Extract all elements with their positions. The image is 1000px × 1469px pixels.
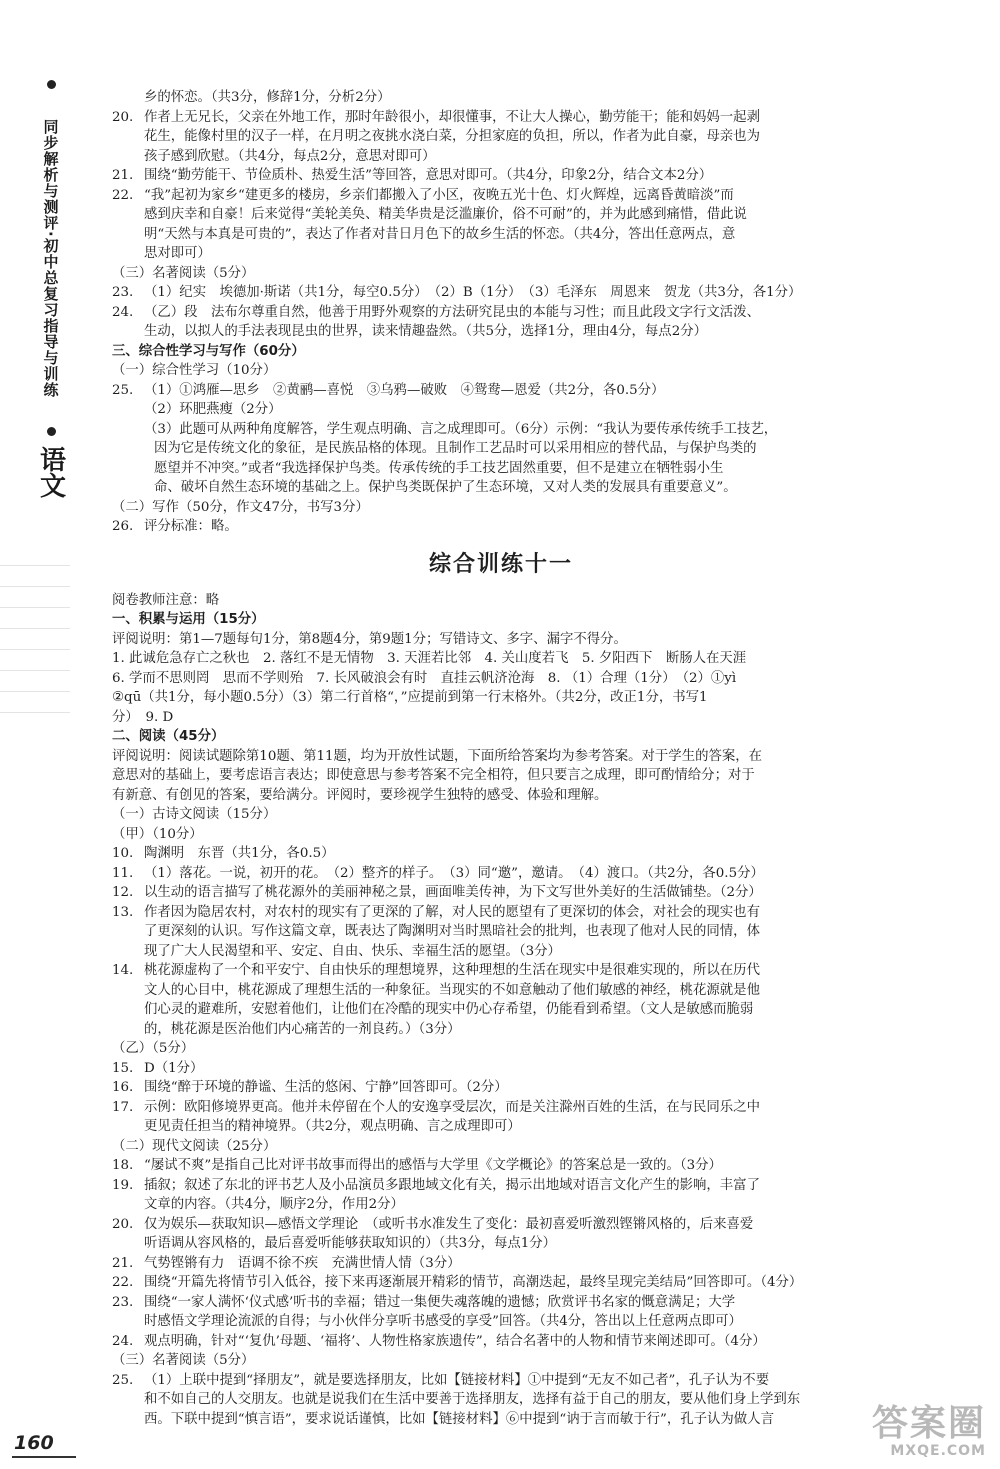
text-line: 分） 9. D	[112, 709, 174, 725]
answer-text	[144, 1059, 890, 1079]
previous-section-answers	[112, 88, 890, 537]
answer-line: 围绕“勤劳能干、节俭质朴、热爱生活”等回答，意思对即可。（共4分，印象2分，结合文本2分）	[144, 168, 713, 183]
text-line: （3）此题可从两种角度解答，学生观点明确、言之成理即可。（6分）示例：“我认为要传承传统手工技艺，	[144, 421, 778, 437]
question-number: 24.	[112, 1333, 134, 1349]
subsection-heading: （一）古诗文阅读（15分）	[112, 807, 277, 822]
question-number: 10.	[112, 846, 134, 861]
answer-line: 评分标准：略。	[144, 519, 238, 534]
answer-line: 作者上无兄长，父亲在外地工作，那时年龄很小，却很懂事，不让大人操心，勤劳能干；能和妈妈一起剥	[144, 109, 760, 125]
answer-item	[112, 864, 890, 884]
answer-text	[144, 283, 890, 303]
answer-content	[112, 88, 890, 1429]
answer-line: 仅为娱乐—获取知识—感悟文学理论 （或听书水准发生了变化：最初喜爱听激烈铿锵风格的，后来喜爱	[144, 1216, 754, 1232]
subsection-heading: （二）写作（50分，作文47分，书写3分）	[112, 499, 369, 515]
subject-label: 语文	[35, 446, 66, 498]
answer-item	[112, 1176, 890, 1215]
question-number: 21.	[112, 1255, 134, 1271]
answer-text	[144, 1293, 890, 1332]
subsection-heading: （三）名著阅读（5分）	[112, 265, 255, 281]
answer-text	[144, 1176, 890, 1215]
answer-line: 围绕“开篇先将情节引入低谷，接下来再逐渐展开精彩的情节，高潮迭起，最终呈现完美结局”回答即可。（4分）	[144, 1275, 803, 1290]
answer-item	[112, 1273, 890, 1293]
answer-line: 孩子感到欣慰。（共4分，每点2分，意思对即可）	[144, 148, 436, 164]
question-number: 12.	[112, 885, 134, 900]
answer-line: 示例：欧阳修境界更高。他并未停留在个人的安逸享受层次，而是关注滁州百姓的生活，在与民同乐之中	[144, 1099, 760, 1115]
question-number: 14.	[112, 963, 134, 978]
page-number: 160	[14, 1432, 54, 1454]
answer-item	[112, 303, 890, 342]
answer-item	[112, 903, 890, 962]
watermark-text: 答案圈	[871, 1403, 986, 1444]
answer-text	[144, 844, 890, 864]
question-number: 25.	[112, 382, 134, 398]
subsection-heading: （乙）（5分）	[112, 1041, 195, 1056]
answer-line: 时感悟文学理论流派的自得；与小伙伴分享听书感受的享受”回答。（共4分，答出以上任意两点即可）	[144, 1314, 742, 1329]
answer-line: （1）纪实 埃德加·斯诺（共1分，每空0.5分） （2）B（1分） （3）毛泽东 周恩来 贺龙（共3分，各1分）	[144, 285, 802, 300]
answer-item	[112, 186, 890, 264]
question-number: 19.	[112, 1177, 134, 1193]
answer-text	[144, 961, 890, 1039]
answer-text	[144, 1332, 890, 1352]
answer-line: 插叙；叙述了东北的评书艺人及小品演员多跟地域文化有关，揭示出地域对语言文化产生的影响，丰富了	[144, 1177, 760, 1193]
answer-line: 桃花源虚构了一个和平安宁、自由快乐的理想境界，这种理想的生活在现实中是很难实现的，所以在历代	[144, 963, 760, 978]
answer-text	[144, 1371, 890, 1430]
answer-line: 现了广大人民渴望和平、安定、自由、快乐、幸福生活的愿望。（3分）	[144, 943, 561, 959]
margin-lines	[0, 565, 70, 733]
answer-item	[112, 1293, 890, 1332]
answer-line: 花生，能像村里的汉子一样，在月明之夜挑水浇白菜，分担家庭的负担，所以，作者为此自豪，母亲也为	[144, 129, 760, 144]
question-number: 23.	[112, 1294, 134, 1310]
question-number: 17.	[112, 1099, 134, 1115]
answer-line: 和不如自己的人交朋友。也就是说我们在生活中要善于选择朋友，选择有益于自己的朋友，要从他们身上学到东	[144, 1392, 801, 1407]
answer-line: “我”起初为家乡“建更多的楼房，乡亲们都搬入了小区，夜晚五光十色、灯火辉煌，远离昏黄暗淡”而	[144, 187, 734, 203]
section-title: 综合训练十一	[428, 551, 573, 577]
question-number: 22.	[112, 1275, 134, 1290]
text-line: 1. 此诚危急存亡之秋也 2. 落红不是无情物 3. 天涯若比邻 4. 关山度若飞 5. 夕阳西下 断肠人在天涯	[112, 651, 747, 666]
question-number: 23.	[112, 285, 134, 300]
answer-item	[112, 1254, 890, 1274]
question-number: 26.	[112, 519, 134, 534]
answer-item	[112, 1156, 890, 1176]
answer-text	[144, 186, 890, 264]
text-line: 阅卷教师注意：略	[112, 592, 220, 608]
text-line: 愿望并不冲突。”或者“我选择保护鸟类。传承传统的手工技艺固然重要，但不是建立在牺牲弱小生	[154, 460, 724, 476]
page-number-underline	[12, 1456, 76, 1458]
answer-line: （1）①鸿雁—思乡 ②黄鹂—喜悦 ③乌鸦—破败 ④鸳鸯—恩爱（共2分，各0.5分）	[144, 382, 665, 398]
answer-item	[112, 166, 890, 186]
text-line: 有新意、有创见的答案，要给满分。评阅时，要珍视学生独特的感受、体验和理解。	[112, 787, 608, 803]
answer-item	[112, 1098, 890, 1137]
section-heading: 一、积累与运用（15分）	[112, 612, 265, 627]
answer-item	[112, 1078, 890, 1098]
answer-line: 以生动的语言描写了桃花源外的美丽神秘之景，画面唯美传神，为下文写世外美好的生活做铺垫。（2分）	[144, 885, 762, 900]
subsection-heading: （甲）（10分）	[112, 826, 203, 842]
answer-item	[112, 1059, 890, 1079]
text-line: ②qū（共1分，每小题0.5分）（3）第二行首格“，”应提前到第一行末格外。（共2分，改正1分，书写1	[112, 690, 708, 705]
answer-text	[144, 883, 890, 903]
question-number: 25.	[112, 1372, 134, 1388]
answer-line: 围绕“醉于环境的静谧、生活的悠闲、宁静”回答即可。（2分）	[144, 1080, 508, 1095]
answer-text	[144, 864, 890, 884]
text-line: 命、破坏自然生态环境的基础之上。保护鸟类既保护了生态环境，又对人类的发展具有重要意义”。	[154, 480, 737, 495]
question-number: 21.	[112, 168, 134, 183]
training-eleven-answers	[112, 591, 890, 1430]
answer-line: 生动，以拟人的手法表现昆虫的世界，读来情趣盎然。（共5分，选择1分，理由4分，每点2分）	[144, 324, 708, 339]
answer-line: 了更深刻的认识。写作这篇文章，既表达了陶渊明对当时黑暗社会的批判，也表现了他对人民的同情，体	[144, 924, 760, 939]
answer-text	[144, 1254, 890, 1274]
answer-text	[144, 166, 890, 186]
answer-item	[112, 108, 890, 167]
answer-text	[144, 303, 890, 342]
question-number: 22.	[112, 187, 134, 203]
text-line: 评阅说明：阅读试题除第10题、第11题，均为开放性试题，下面所给答案均为参考答案。对于学生的答案，在	[112, 748, 763, 764]
answer-line: 感到庆幸和自豪！后来觉得“美轮美奂、精美华贵是泛滥廉价，俗不可耐”的，并为此感到痛惜，借此说	[144, 207, 747, 222]
answer-line: 气势铿锵有力 语调不徐不疾 充满世情人情（3分）	[144, 1255, 461, 1271]
answer-item	[112, 1332, 890, 1352]
sidebar	[28, 80, 74, 520]
subsection-heading: （一）综合性学习（10分）	[112, 363, 277, 378]
question-number: 24.	[112, 304, 134, 320]
answer-line: D（1分）	[144, 1060, 204, 1076]
answer-text	[144, 1078, 890, 1098]
answer-text	[144, 903, 890, 962]
answer-item	[112, 961, 890, 1039]
answer-line: 作者因为隐居农村，对农村的现实有了更深的了解，对人民的愿望有了更深切的体会，对社会的现实也有	[144, 904, 760, 920]
answer-text	[144, 381, 890, 401]
question-number: 16.	[112, 1080, 134, 1095]
answer-item	[112, 883, 890, 903]
answer-line: （1）上联中提到“择朋友”，就是要选择朋友，比如【链接材料】①中提到“无友不如己者”，孔子认为不要	[144, 1372, 770, 1388]
answer-line: 更见责任担当的精神境界。（共2分，观点明确、言之成理即可）	[144, 1119, 521, 1134]
answer-text	[144, 1273, 890, 1293]
answer-line: 明“天然与本真是可贵的”，表达了作者对昔日月色下的故乡生活的怀恋。（共4分，答出任意两点，意	[144, 226, 736, 242]
watermark-url: MXQE.COM	[890, 1443, 986, 1459]
answer-item	[112, 381, 890, 401]
answer-line: 围绕“一家人满怀‘仪式感’听书的幸福；错过一集便失魂落魄的遗憾；欣赏评书名家的慨意满足；大学	[144, 1294, 736, 1310]
text-line: 评阅说明：第1—7题每句1分，第8题4分，第9题1分；写错诗文、多字、漏字不得分。	[112, 631, 627, 647]
answer-line: 文人的心目中，桃花源成了理想生活的一种象征。当现实的不如意触动了他们敏感的神经，桃花源就是他	[144, 982, 760, 998]
sidebar-dot-top	[47, 80, 56, 89]
question-number: 11.	[112, 865, 134, 881]
answer-text	[144, 1156, 890, 1176]
text-line: 意思对的基础上，要考虑语言表达；即使意思与参考答案不完全相符，但只要言之成理，即可酌情给分；对于	[112, 768, 755, 783]
answer-line: （1）落花。一说，初开的花。 （2）整齐的样子。 （3）同“邀”，邀请。 （4）渡口。（共2分，各0.5分）	[144, 865, 764, 881]
subsection-heading: （三）名著阅读（5分）	[112, 1353, 255, 1368]
answer-item	[112, 283, 890, 303]
answer-text	[144, 108, 890, 167]
answer-item	[112, 1371, 890, 1430]
section-heading: 三、综合性学习与写作（60分）	[112, 343, 305, 359]
answer-line: 思对即可）	[144, 246, 211, 261]
answer-line: 观点明确，针对“‘复仇’母题、‘福将’、人物性格家族遗传”，结合名著中的人物和情节来阐述即可。（4分）	[144, 1333, 766, 1349]
subsection-heading: （二）现代文阅读（25分）	[112, 1138, 277, 1154]
section-heading: 二、阅读（45分）	[112, 729, 225, 744]
answer-line: 文章的内容。（共4分，顺序2分，作用2分）	[144, 1197, 404, 1212]
text-line: （2）环肥燕瘦（2分）	[144, 402, 282, 417]
answer-text	[144, 1215, 890, 1254]
sidebar-dot-bottom	[47, 427, 56, 436]
question-number: 18.	[112, 1158, 134, 1173]
answer-line: （乙）段 法布尔尊重自然，他善于用野外观察的方法研究昆虫的本能与习性；而且此段文字行文活泼、	[144, 304, 760, 320]
answer-line: 西。下联中提到“慎言语”，要求说话谨慎，比如【链接材料】⑥中提到“讷于言而敏于行”，孔子认为做人言	[144, 1411, 774, 1427]
answer-item	[112, 1215, 890, 1254]
question-number: 15.	[112, 1060, 134, 1076]
question-number: 13.	[112, 904, 134, 920]
answer-item	[112, 844, 890, 864]
book-title: 同步解析与测评·初中总复习指导与训练	[41, 118, 60, 398]
answer-line: 的，桃花源是医治他们内心痛苦的一剂良药。）（3分）	[144, 1021, 461, 1037]
answer-line: 陶渊明 东晋（共1分，各0.5）	[144, 846, 335, 861]
text-line: 6. 学而不思则罔 思而不学则殆 7. 长风破浪会有时 直挂云帆济沧海 8. （1）合理（1分） （2）①yì	[112, 670, 737, 686]
text-line: 乡的怀恋。（共3分，修辞1分，分析2分）	[144, 90, 391, 105]
answer-line: 听语调从容风格的，最后喜爱听能够获取知识的）（共3分，每点1分）	[144, 1236, 557, 1251]
answer-text	[144, 517, 890, 537]
watermark	[836, 1405, 986, 1457]
text-line: 因为它是传统文化的象征，是民族品格的体现。且制作工艺品时可以采用相应的替代品，与保护鸟类的	[154, 441, 757, 456]
answer-line: 们心灵的避难所，安慰着他们，让他们在冷酷的现实中仍心存希望，仍能看到希望。（文人是敏感而脆弱	[144, 1002, 754, 1017]
question-number: 20.	[112, 1216, 134, 1232]
answer-line: “屡试不爽”是指自己比对评书故事而得出的感悟与大学里《文学概论》的答案总是一致的。（3分）	[144, 1158, 722, 1173]
answer-text	[144, 1098, 890, 1137]
answer-item	[112, 517, 890, 537]
question-number: 20.	[112, 109, 134, 125]
